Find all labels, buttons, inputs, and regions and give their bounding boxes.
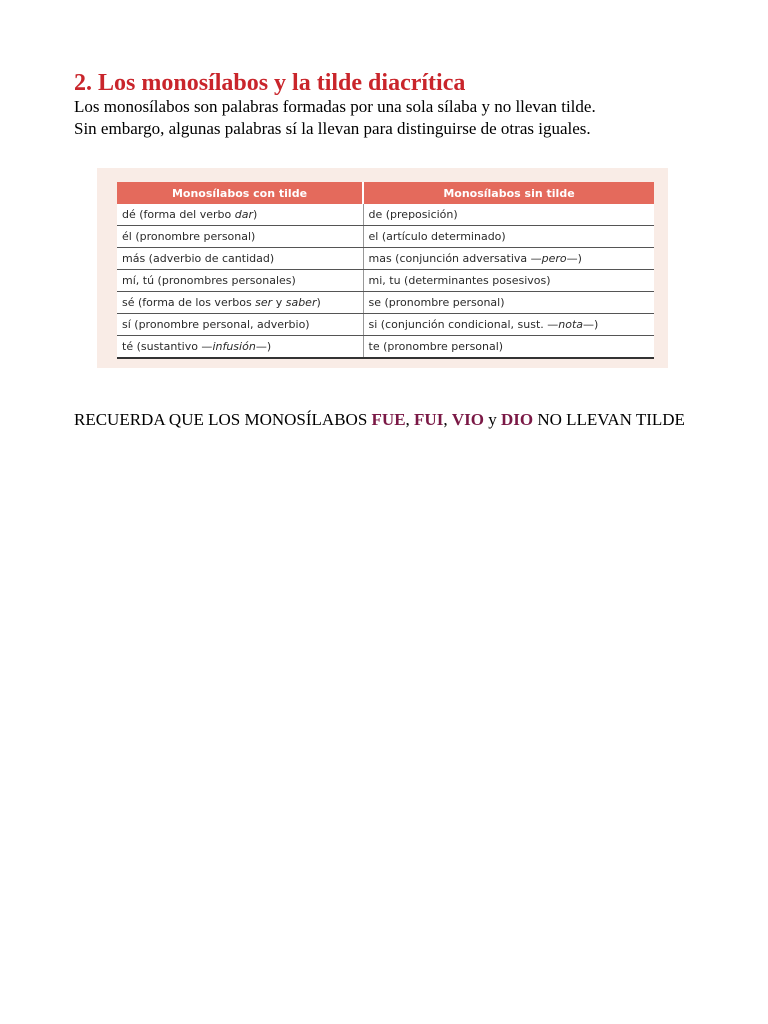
cell-con-tilde: té (sustantivo —infusión—) <box>117 336 363 359</box>
highlight-word-fue: FUE <box>371 410 406 429</box>
reminder-suffix: NO LLEVAN TILDE <box>533 410 685 429</box>
monosyllables-table <box>117 182 654 359</box>
table-row <box>117 226 654 248</box>
monosyllables-table-image <box>97 168 668 368</box>
table-row <box>117 204 654 226</box>
header-con-tilde: Monosílabos con tilde <box>117 182 363 204</box>
cell-sin-tilde: si (conjunción condicional, sust. —nota—) <box>363 314 654 336</box>
highlight-word-vio: VIO <box>451 410 484 429</box>
cell-con-tilde: sí (pronombre personal, adverbio) <box>117 314 363 336</box>
intro-line-2: Sin embargo, algunas palabras sí la llevan para distinguirse de otras iguales. <box>74 119 591 138</box>
cell-sin-tilde: mas (conjunción adversativa —pero—) <box>363 248 654 270</box>
table-row <box>117 292 654 314</box>
cell-con-tilde: mí, tú (pronombres personales) <box>117 270 363 292</box>
table-row <box>117 314 654 336</box>
table-header-row <box>117 182 654 204</box>
reminder-prefix: RECUERDA QUE LOS MONOSÍLABOS <box>74 410 372 429</box>
highlight-word-dio: DIO <box>500 410 534 429</box>
cell-con-tilde: él (pronombre personal) <box>117 226 363 248</box>
highlight-word-fui: FUI <box>414 410 444 429</box>
cell-sin-tilde: el (artículo determinado) <box>363 226 654 248</box>
table-row <box>117 248 654 270</box>
intro-paragraph <box>74 96 714 140</box>
cell-sin-tilde: de (preposición) <box>363 204 654 226</box>
cell-sin-tilde: te (pronombre personal) <box>363 336 654 359</box>
header-sin-tilde: Monosílabos sin tilde <box>363 182 654 204</box>
table-row <box>117 336 654 359</box>
cell-sin-tilde: se (pronombre personal) <box>363 292 654 314</box>
cell-con-tilde: sé (forma de los verbos ser y saber) <box>117 292 363 314</box>
table-row <box>117 270 654 292</box>
cell-con-tilde: dé (forma del verbo dar) <box>117 204 363 226</box>
cell-con-tilde: más (adverbio de cantidad) <box>117 248 363 270</box>
intro-line-1: Los monosílabos son palabras formadas por una sola sílaba y no llevan tilde. <box>74 97 596 116</box>
section-heading: 2. Los monosílabos y la tilde diacrítica <box>74 70 466 96</box>
reminder-paragraph: RECUERDA QUE LOS MONOSÍLABOS FUE, FUI, VIO y DIO NO LLEVAN TILDE <box>74 410 685 429</box>
cell-sin-tilde: mi, tu (determinantes posesivos) <box>363 270 654 292</box>
